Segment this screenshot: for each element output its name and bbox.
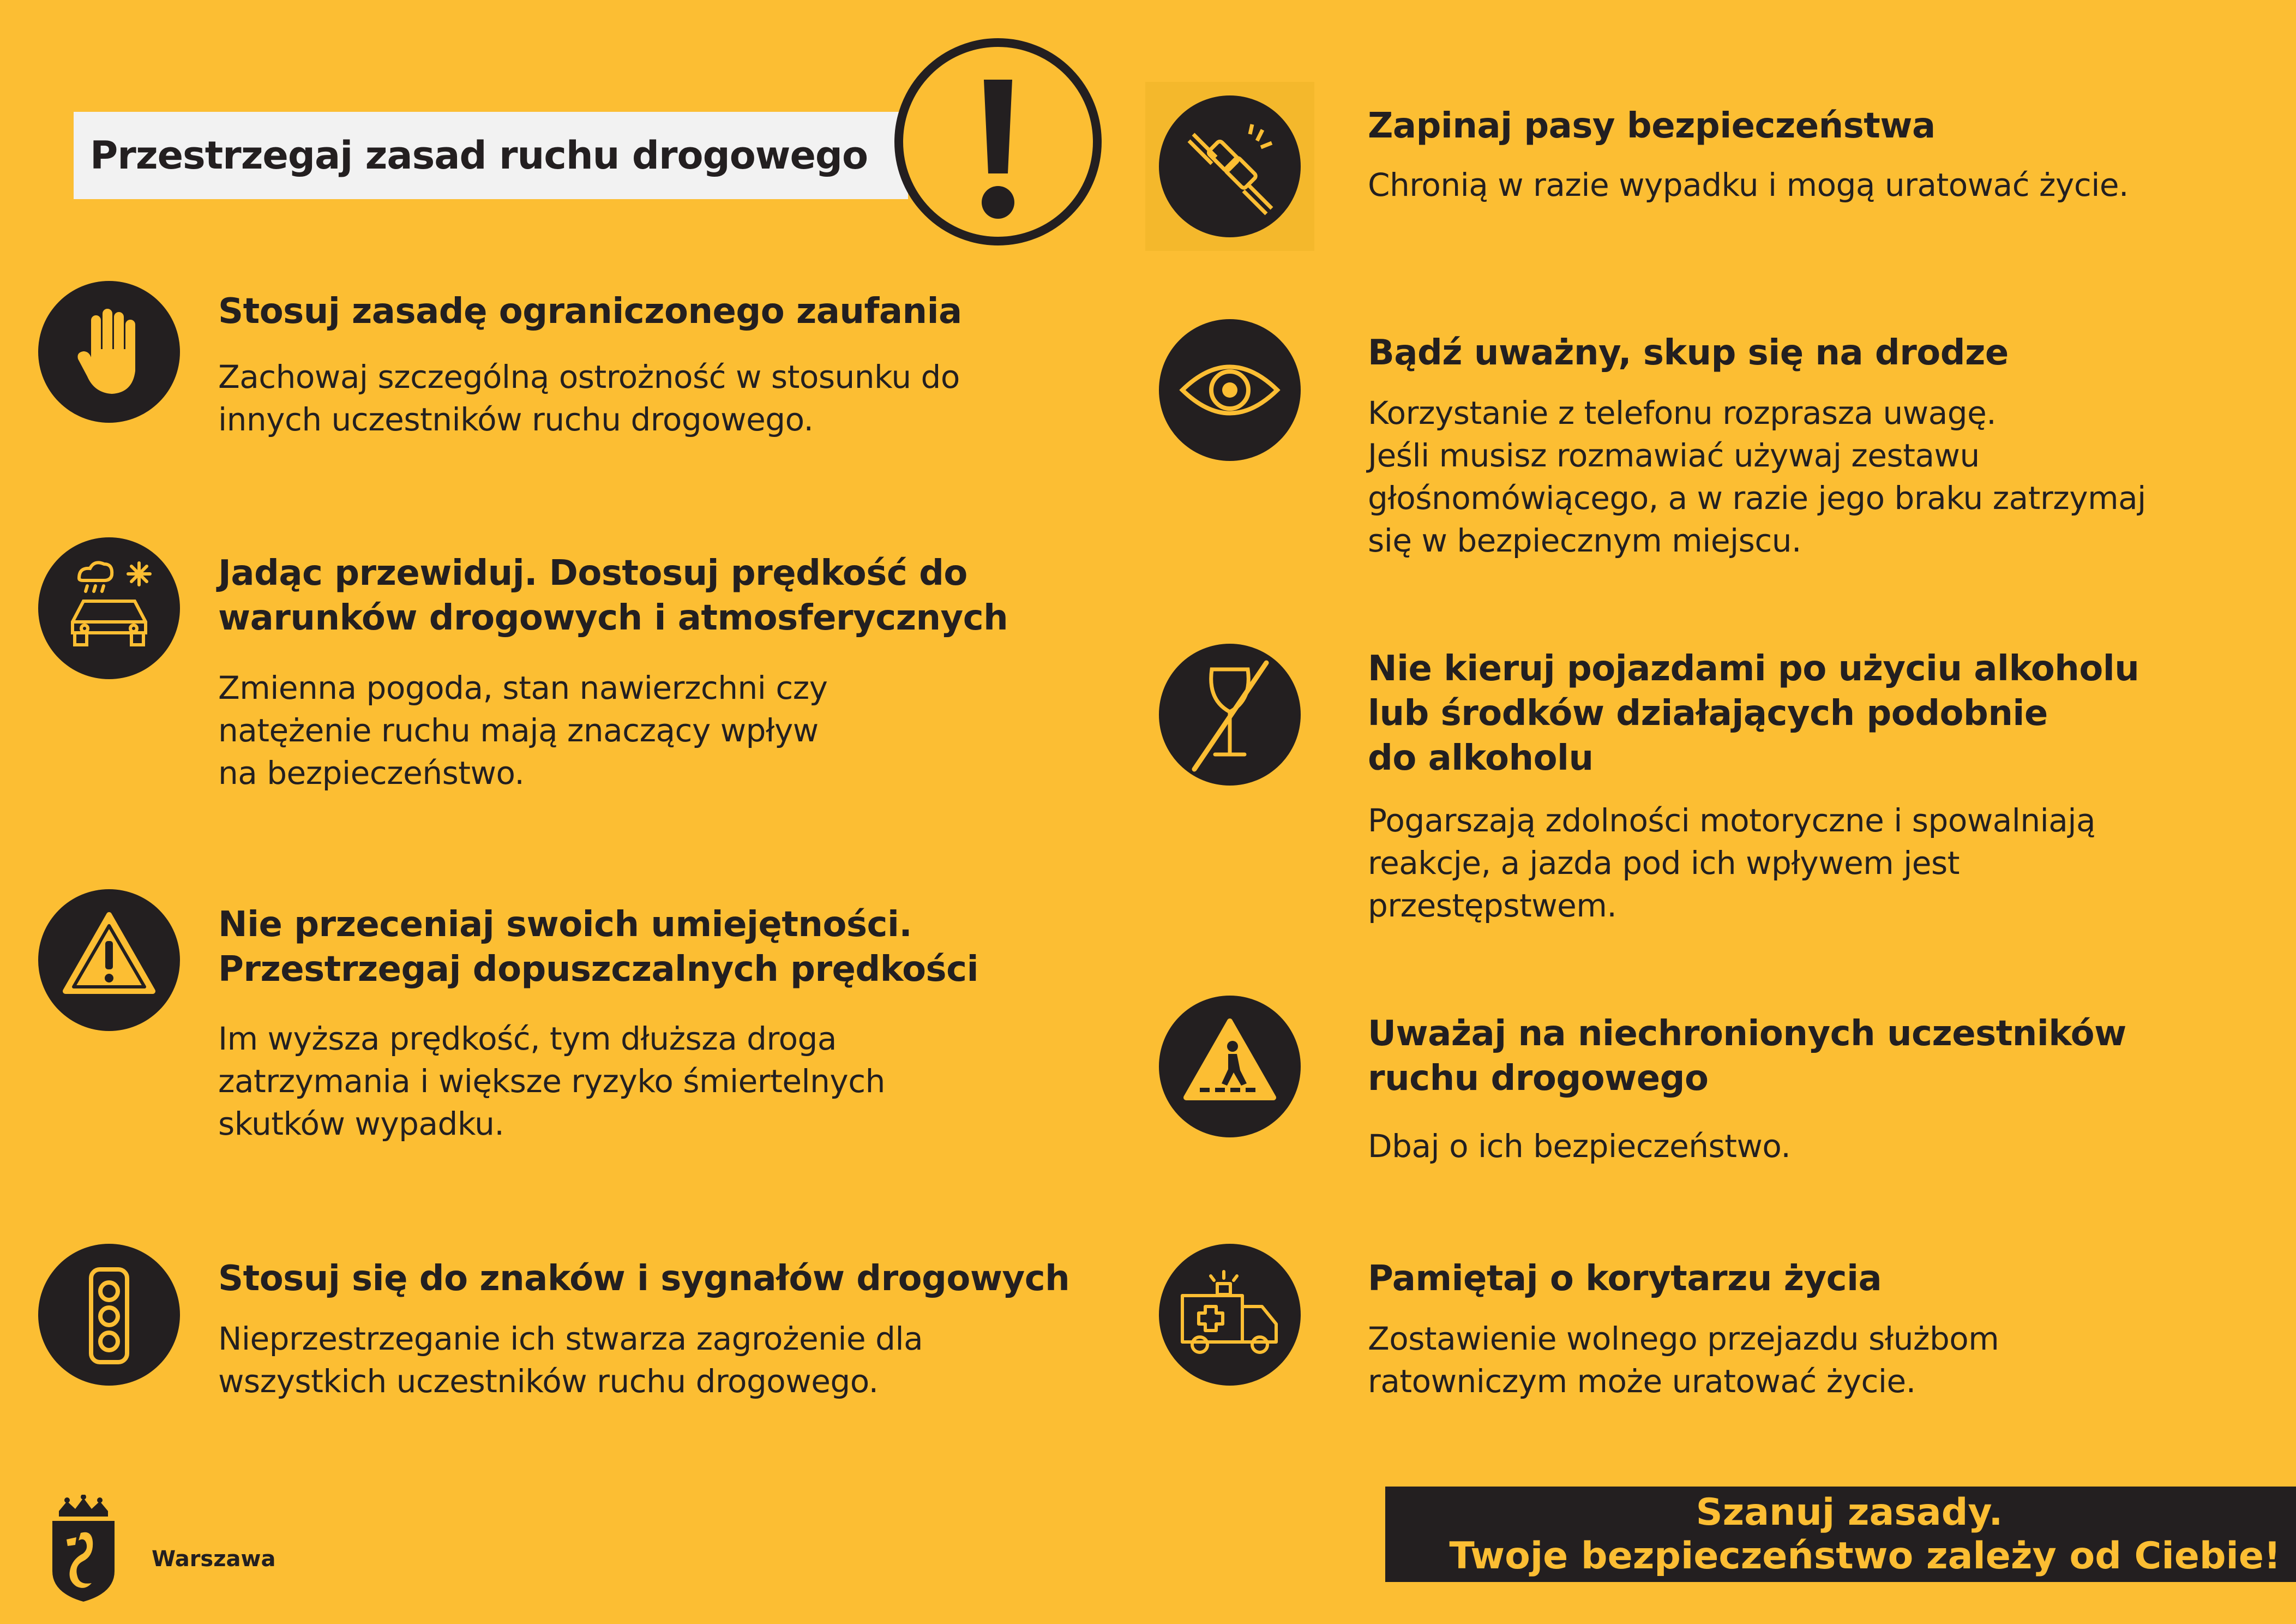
eye-icon — [1145, 305, 1314, 475]
warszawa-crest-icon — [43, 1495, 146, 1604]
pedestrian-crossing-icon — [1145, 982, 1314, 1151]
slogan-line-1: Szanuj zasady. — [1696, 1490, 2003, 1534]
car-weather-icon — [25, 524, 194, 693]
ambulance-icon — [1145, 1230, 1314, 1399]
traffic-light-icon — [25, 1230, 194, 1399]
rule-body: Im wyższa prędkość, tym dłuższa droga zatrzymania i większe ryzyko śmiertelnych skutków wypadku. — [218, 1020, 885, 1142]
no-alcohol-icon — [1145, 630, 1314, 799]
exclamation-icon — [894, 38, 1102, 245]
slogan-line-2: Twoje bezpieczeństwo zależy od Ciebie! — [1449, 1534, 2281, 1578]
rule-title: Stosuj zasadę ograniczonego zaufania — [218, 291, 962, 332]
rule-title: Nie przeceniaj swoich umiejętności. Przestrzegaj dopuszczalnych prędkości — [218, 904, 978, 990]
rule-title: Zapinaj pasy bezpieczeństwa — [1368, 106, 1936, 146]
rule-title: Bądź uważny, skup się na drodze — [1368, 333, 2009, 373]
rule-body: Zostawienie wolnego przejazdu służbom ratowniczym może uratować życie. — [1368, 1320, 1999, 1400]
rule-body: Pogarszają zdolności motoryczne i spowalniają reakcje, a jazda pod ich wpływem jest przestępstwem. — [1368, 802, 2095, 924]
rule-body: Korzystanie z telefonu rozprasza uwagę. Jeśli musisz rozmawiać używaj zestawu głośnomówiącego, a w razie jego braku zatrzymaj się w bezpiecznym miejscu. — [1368, 394, 2146, 559]
rule-body: Nieprzestrzeganie ich stwarza zagrożenie dla wszystkich uczestników ruchu drogowego. — [218, 1320, 923, 1400]
warning-triangle-icon — [25, 876, 194, 1045]
stop-hand-icon — [25, 267, 194, 436]
rule-title: Jadąc przewiduj. Dostosuj prędkość do warunków drogowych i atmosferycznych — [218, 553, 1008, 638]
rule-body: Chronią w razie wypadku i mogą uratować życie. — [1368, 166, 2129, 203]
rule-title: Uważaj na niechronionych uczestników ruchu drogowego — [1368, 1014, 2126, 1099]
rule-title: Pamiętaj o korytarzu życia — [1368, 1259, 1882, 1299]
logo-label: Warszawa — [152, 1547, 276, 1572]
rule-title: Stosuj się do znaków i sygnałów drogowych — [218, 1259, 1070, 1299]
slogan-box — [1385, 1487, 2296, 1582]
warszawa-logo — [43, 1495, 276, 1604]
rule-body: Zmienna pogoda, stan nawierzchni czy natężenie ruchu mają znaczący wpływ na bezpieczeństwo. — [218, 669, 828, 792]
rule-body: Zachowaj szczególną ostrożność w stosunku do innych uczestników ruchu drogowego. — [218, 358, 960, 438]
header-title-box — [74, 112, 908, 199]
seatbelt-icon — [1145, 82, 1314, 251]
rule-title: Nie kieruj pojazdami po użyciu alkoholu lub środków działających podobnie do alkoholu — [1368, 649, 2139, 778]
page-title: Przestrzegaj zasad ruchu drogowego — [90, 133, 868, 178]
rule-body: Dbaj o ich bezpieczeństwo. — [1368, 1128, 1791, 1165]
